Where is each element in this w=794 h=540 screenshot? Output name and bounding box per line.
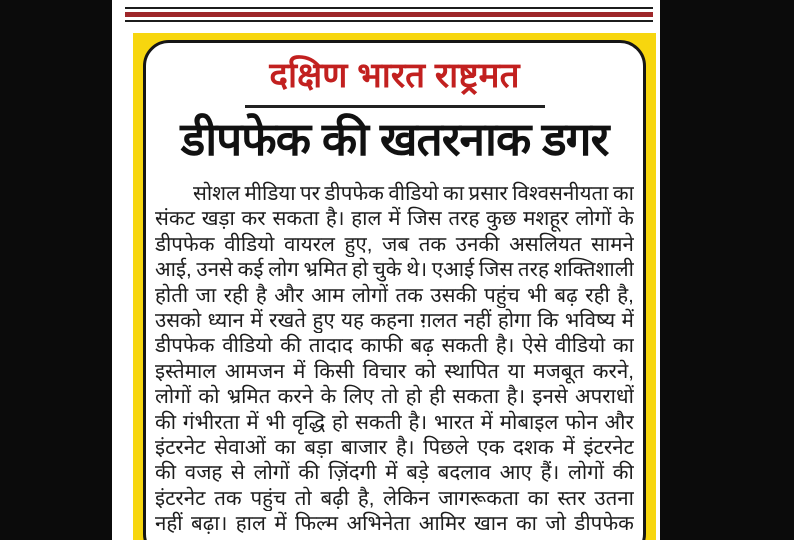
body-line: संकट खड़ा कर सकता है। हाल में जिस तरह कुछ मशहूर लोगों के [155,207,634,231]
masthead-title: दक्षिण भारत राष्ट्रमत [269,56,520,95]
body-line: लोगों को भ्रमित करने के लिए तो हो ही सकता है। इनसे अपराधों [155,385,634,409]
article-headline: डीपफेक की खतरनाक डगर [180,113,609,165]
article-body [155,181,634,536]
body-line: इस्तेमाल आमजन में किसी विचार को स्थापित या मजबूत करने, [155,359,634,383]
body-line: आई, उनसे कई लोग भ्रमित हो चुके थे। एआई जिस तरह शक्तिशाली [155,258,634,282]
body-line: होती जा रही है और आम लोगों तक उसकी पहुंच भी बढ़ रही है, [155,283,634,307]
newspaper-page [112,0,660,540]
masthead-top-rules [125,7,653,22]
body-line: उसको ध्यान में रखते हुए यह कहना ग़लत नहीं होगा कि भविष्य में [155,308,634,332]
top-rule-maroon [125,12,653,17]
clipping-yellow-frame [133,33,656,540]
top-rule-thin-lower [125,20,653,22]
body-line: की गंभीरता में भी वृद्धि हो सकती है। भारत में मोबाइल फोन और [155,410,634,434]
body-line: की वजह से लोगों की ज़िंदगी में बड़े बदलाव आए हैं। लोगों की [155,461,634,485]
top-rule-thin-upper [125,7,653,9]
clipping-border-box [143,40,646,540]
body-line: सोशल मीडिया पर डीपफेक वीडियो का प्रसार विश्वसनीयता का [193,182,634,205]
body-line: इंटरनेट तक पहुंच तो बढ़ी है, लेकिन जागरूकता का स्तर उतना [155,486,634,510]
body-line: इंटरनेट सेवाओं का बड़ा बाजार है। पिछले एक दशक में इंटरनेट [155,435,634,459]
body-line: डीपफेक वीडियो वायरल हुए, जब तक उनकी असलियत सामने [155,232,634,256]
body-line: डीपफेक वीडियो की तादाद काफी बढ़ सकती है। ऐसे वीडियो का [155,334,634,358]
masthead-underline [245,105,545,108]
body-line: नहीं बढ़ा। हाल में फिल्म अभिनेता आमिर खान का जो डीपफेक [155,512,634,536]
